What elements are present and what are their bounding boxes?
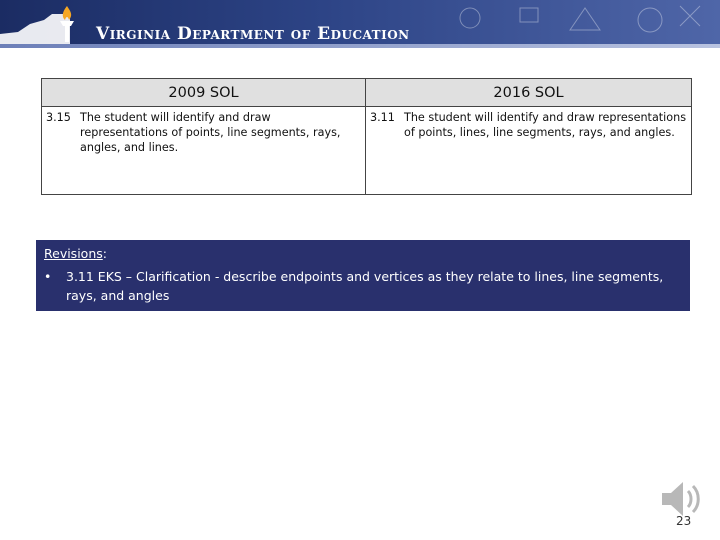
revisions-heading xyxy=(44,244,682,263)
standard-text: The student will identify and draw representations of points, lines, line segments, rays, and angles. xyxy=(404,111,687,139)
page-number: 23 xyxy=(676,514,692,528)
revisions-title: Revisions xyxy=(44,246,103,261)
decorative-pattern-icon xyxy=(430,0,720,44)
column-header-2016: 2016 SOL xyxy=(366,79,691,107)
cell-2009-standard xyxy=(42,107,366,194)
bullet: • xyxy=(44,269,52,284)
sol-comparison-table xyxy=(41,78,692,195)
cell-2016-standard xyxy=(366,107,691,194)
standard-number: 3.11 xyxy=(370,111,395,124)
torch-icon xyxy=(56,4,78,44)
standard-text: The student will identify and draw representations of points, line segments, rays, angles, and lines. xyxy=(80,111,341,154)
revision-text: 3.11 EKS – Clarification - describe endpoints and vertices as they relate to lines, line segments, rays, and angles xyxy=(66,269,664,303)
page-title: Virginia Department of Education xyxy=(96,24,410,44)
standard-number: 3.15 xyxy=(46,111,71,124)
revisions-box xyxy=(36,240,690,311)
banner-stripe xyxy=(0,44,720,48)
list-item xyxy=(44,267,682,305)
header-banner xyxy=(0,0,720,48)
revisions-colon: : xyxy=(102,246,107,261)
column-header-2009: 2009 SOL xyxy=(42,79,366,107)
